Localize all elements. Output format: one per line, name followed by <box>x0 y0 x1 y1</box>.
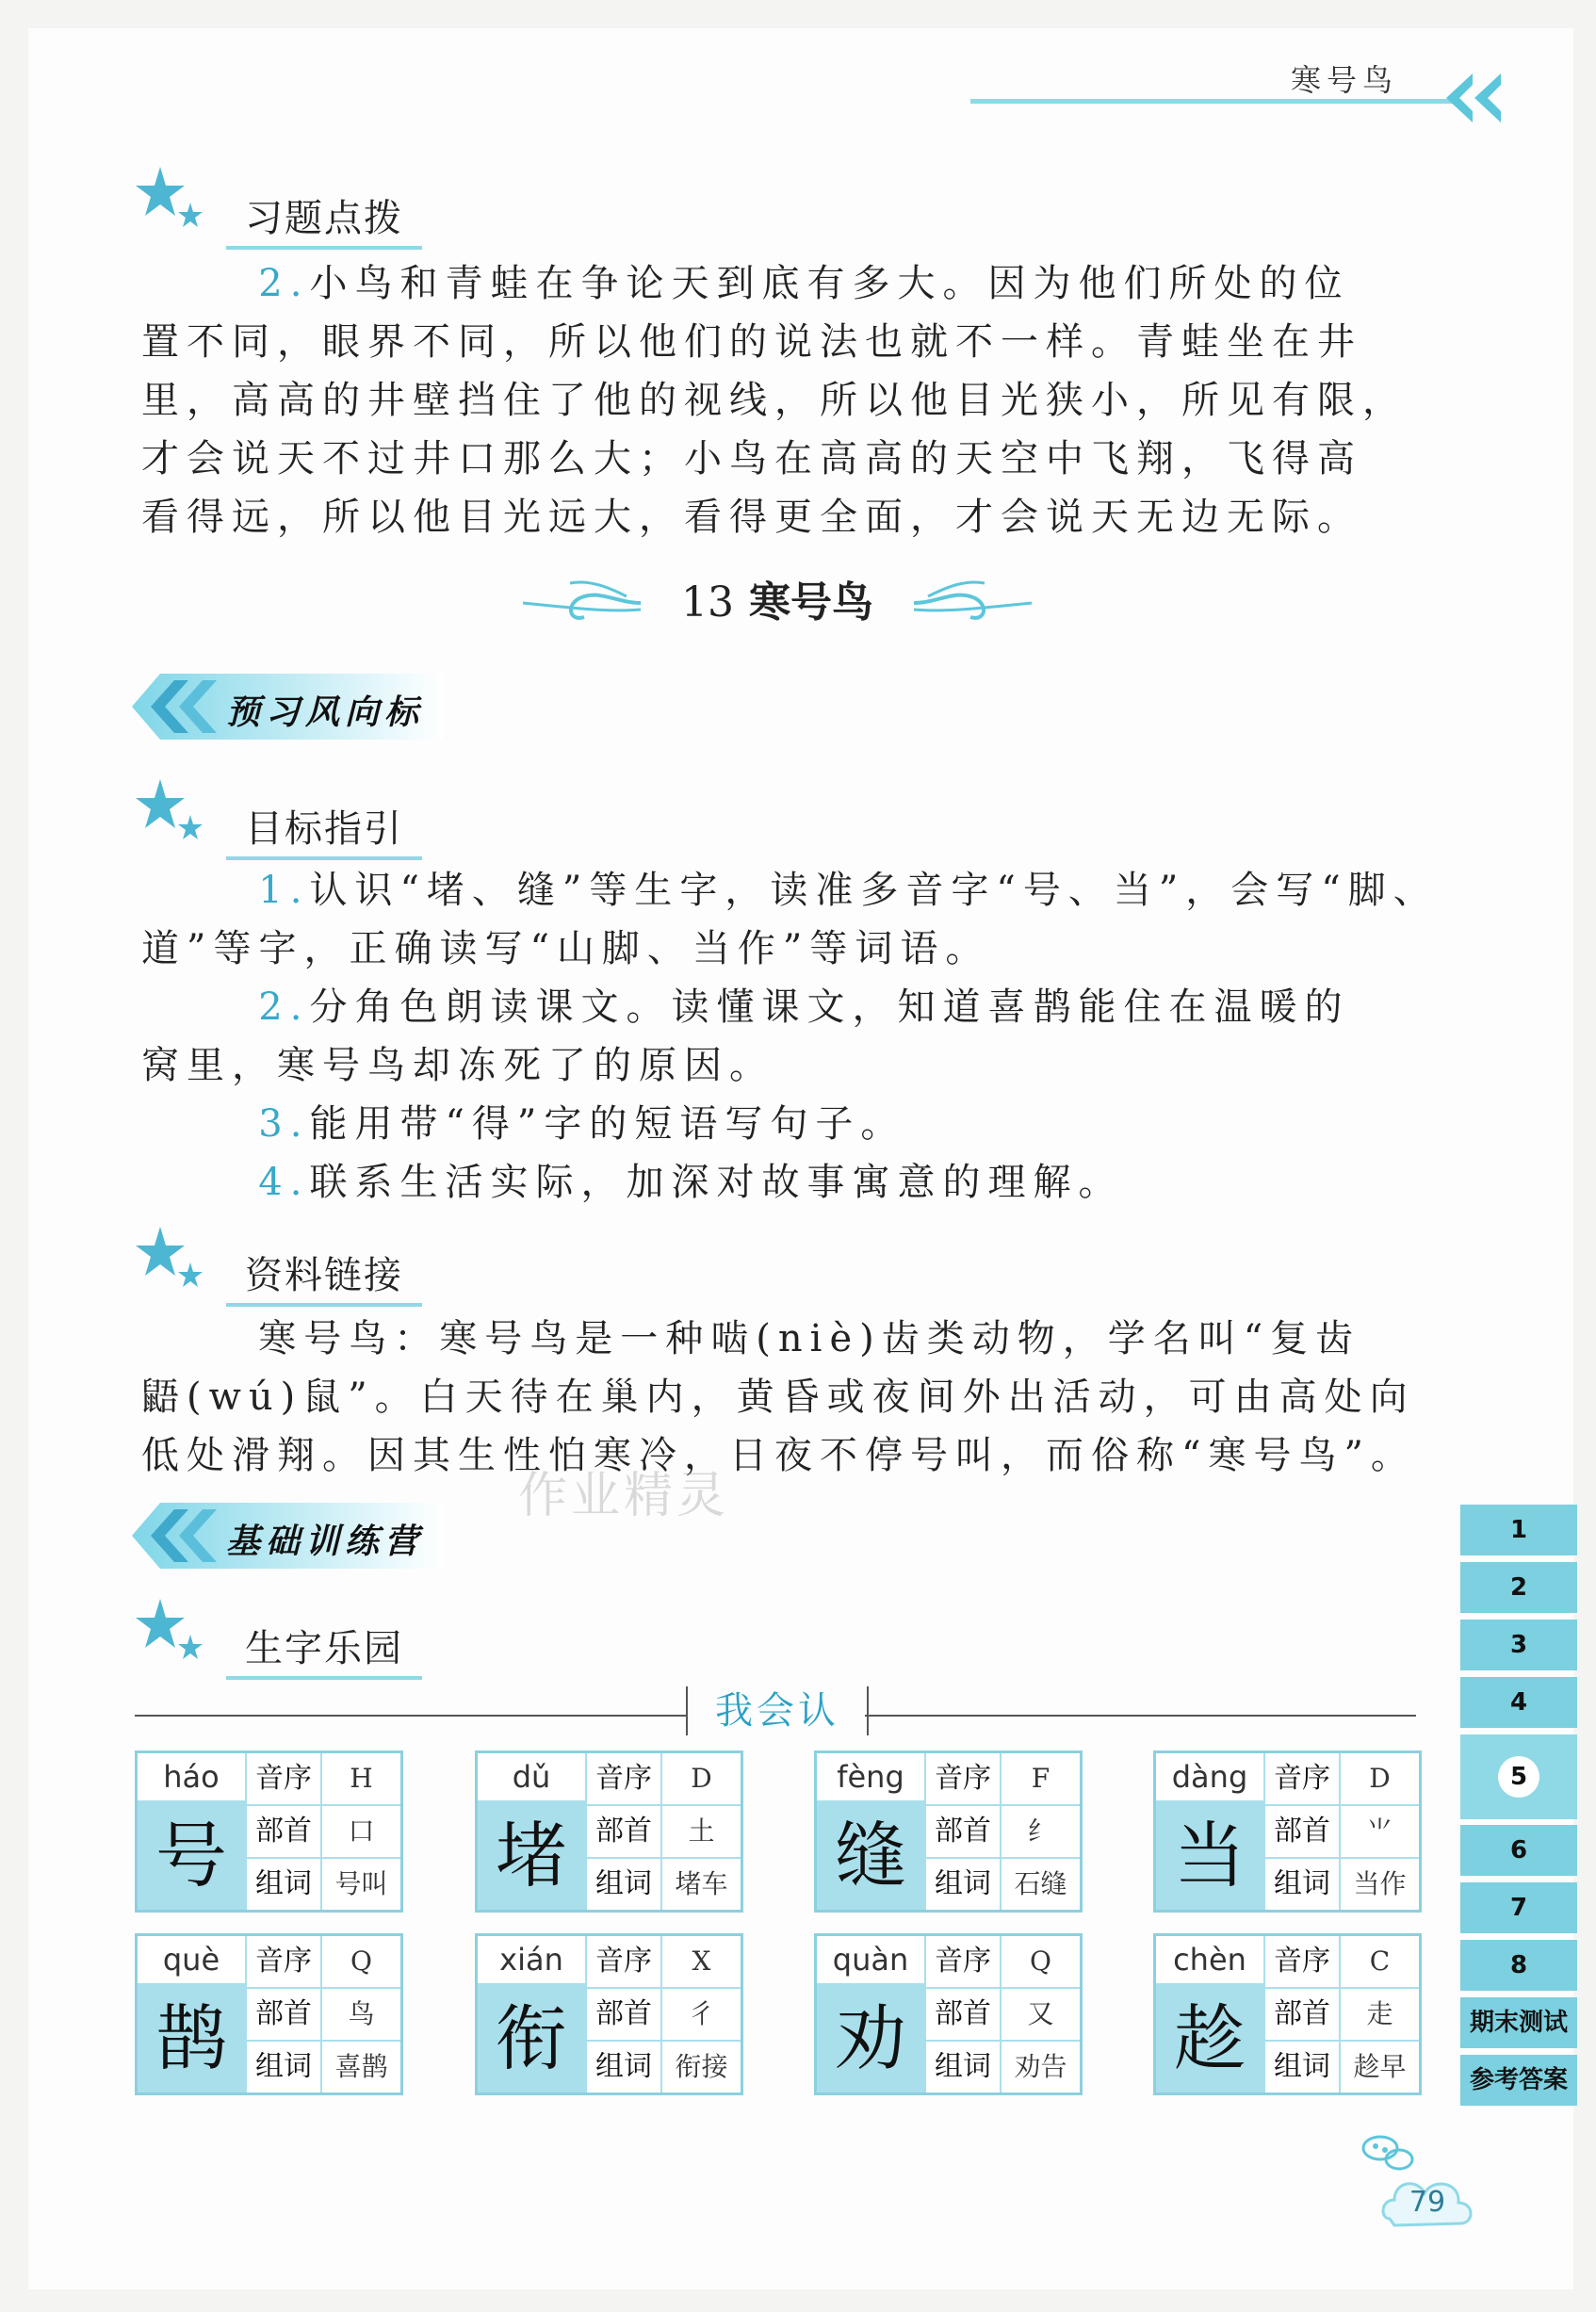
card-left <box>478 1753 585 1910</box>
stars-icon <box>132 165 207 240</box>
text-line: 分角色朗读课文。读懂课文，知道喜鹊能住在温暖的 <box>309 985 1350 1029</box>
tab-label: 5 <box>1498 1756 1539 1798</box>
card-left <box>817 1936 924 2092</box>
header-rule <box>970 99 1460 104</box>
bushou-value: 又 <box>1002 1989 1080 2040</box>
item-number: 4. <box>258 1161 310 1204</box>
text-line: 小鸟和青蛙在争论天到底有多大。因为他们所处的位 <box>309 262 1350 305</box>
stars-icon <box>132 1597 207 1672</box>
card-left <box>1156 1936 1263 2092</box>
bushou-value: 口 <box>322 1806 400 1857</box>
zuci-label: 组词 <box>587 1859 660 1910</box>
tab-6[interactable] <box>1460 1825 1577 1876</box>
bushou-label: 部首 <box>587 1806 660 1857</box>
text-line: 鼯(wú)鼠”。白天待在巢内，黄昏或夜间外出活动，可由高处向 <box>141 1376 1415 1419</box>
banner-label: 预习风向标 <box>226 693 425 732</box>
yinxu-label: 音序 <box>1265 1936 1339 1987</box>
pinyin: háo <box>138 1753 245 1800</box>
item-number: 2. <box>258 985 310 1029</box>
stars-icon <box>132 777 207 853</box>
bushou-value: 土 <box>662 1806 741 1857</box>
yinxu-value: C <box>1341 1936 1419 1987</box>
zuci-value: 喜鹊 <box>322 2042 400 2092</box>
card-info <box>587 1753 741 1910</box>
text-line: 看得远，所以他目光远大，看得更全面，才会说天无边无际。 <box>141 496 1362 539</box>
card-left <box>478 1936 585 2092</box>
bushou-label: 部首 <box>1265 1989 1339 2040</box>
section-banner <box>132 1498 443 1573</box>
character: 当 <box>1174 1814 1246 1897</box>
page-number: 79 <box>1409 2186 1446 2219</box>
bushou-label: 部首 <box>926 1989 1000 2040</box>
zuci-value: 趁早 <box>1341 2042 1419 2092</box>
tab-2[interactable] <box>1460 1562 1577 1613</box>
text-line: 窝里，寒号鸟却冻死了的原因。 <box>141 1044 774 1087</box>
bushou-label: 部首 <box>247 1806 320 1857</box>
lesson-number: 13 <box>681 578 734 627</box>
text-line: 低处滑翔。因其生性怕寒冷，日夜不停号叫，而俗称“寒号鸟”。 <box>141 1434 1416 1477</box>
section-title: 资料链接 <box>226 1246 422 1307</box>
bushou-value: 走 <box>1341 1989 1419 2040</box>
card-info <box>1265 1753 1419 1910</box>
tab-9[interactable] <box>1460 1997 1577 2048</box>
character: 鹊 <box>155 1996 227 2080</box>
tab-label: 期末测试 <box>1469 2009 1568 2037</box>
subsection-label: 我会认 <box>686 1686 869 1735</box>
item-number: 1. <box>258 869 310 912</box>
item-number: 2. <box>258 262 310 305</box>
character-card <box>1153 1750 1422 1913</box>
banner-label: 基础训练营 <box>226 1522 425 1561</box>
running-header: 寒号鸟 <box>1291 62 1399 98</box>
paragraph-1 <box>141 254 1408 546</box>
tab-label: 参考答案 <box>1469 2066 1568 2094</box>
zuci-value: 劝告 <box>1002 2042 1080 2092</box>
bushou-value: 纟 <box>1002 1806 1080 1857</box>
text-line: 能用带“得”字的短语写句子。 <box>309 1102 906 1146</box>
card-left <box>138 1936 245 2092</box>
character: 缝 <box>835 1814 906 1897</box>
text-line: 才会说天不过井口那么大；小鸟在高高的天空中飞翔，飞得高 <box>141 437 1362 480</box>
yinxu-label: 音序 <box>926 1936 1000 1987</box>
tab-label: 8 <box>1509 1951 1528 1979</box>
bushou-label: 部首 <box>587 1989 660 2040</box>
bushou-label: 部首 <box>926 1806 1000 1857</box>
card-left <box>138 1753 245 1910</box>
text-line: 联系生活实际，加深对故事寓意的理解。 <box>309 1161 1124 1204</box>
character-card <box>475 1750 743 1913</box>
yinxu-value: F <box>1002 1753 1080 1804</box>
section-title: 生字乐园 <box>226 1619 422 1680</box>
character-card <box>475 1933 743 2095</box>
card-left <box>817 1753 924 1910</box>
yinxu-value: Q <box>322 1936 400 1987</box>
tab-label: 4 <box>1509 1688 1528 1717</box>
tab-5[interactable] <box>1460 1734 1577 1819</box>
tab-3[interactable] <box>1460 1620 1577 1670</box>
yinxu-value: Q <box>1002 1936 1080 1987</box>
bushou-value: 鸟 <box>322 1989 400 2040</box>
card-info <box>1265 1936 1419 2092</box>
yinxu-label: 音序 <box>247 1936 320 1987</box>
card-left <box>1156 1753 1263 1910</box>
character: 号 <box>155 1814 227 1897</box>
yinxu-label: 音序 <box>926 1753 1000 1804</box>
tab-4[interactable] <box>1460 1677 1577 1728</box>
pinyin: quàn <box>817 1936 924 1983</box>
yinxu-value: H <box>322 1753 400 1804</box>
bushou-label: 部首 <box>247 1989 320 2040</box>
text-line: 里，高高的井壁挡住了他的视线，所以他目光狭小，所见有限， <box>141 379 1408 422</box>
pinyin: fèng <box>817 1753 924 1800</box>
goals-list <box>141 861 1439 1212</box>
divider-line <box>865 1715 1416 1717</box>
character: 堵 <box>496 1814 567 1897</box>
yinxu-value: D <box>662 1753 741 1804</box>
section-banner <box>132 669 443 744</box>
yinxu-label: 音序 <box>587 1936 660 1987</box>
character: 衔 <box>496 1996 567 2080</box>
text-line: 道”等字，正确读写“山脚、当作”等词语。 <box>141 927 991 970</box>
pinyin: chèn <box>1156 1936 1263 1983</box>
tab-label: 7 <box>1509 1894 1528 1922</box>
pinyin: què <box>138 1936 245 1983</box>
card-info <box>926 1753 1080 1910</box>
character-card <box>814 1750 1083 1913</box>
tab-label: 3 <box>1509 1631 1528 1659</box>
materials-text <box>141 1310 1416 1485</box>
character-card <box>135 1750 403 1913</box>
double-arrow-icon <box>1446 73 1503 122</box>
stars-icon <box>132 1225 207 1300</box>
zuci-value: 堵车 <box>662 1859 741 1910</box>
card-info <box>587 1936 741 2092</box>
zuci-value: 号叫 <box>322 1859 400 1910</box>
character-card <box>135 1933 403 2095</box>
tab-label: 2 <box>1509 1573 1528 1602</box>
zuci-value: 石缝 <box>1002 1859 1080 1910</box>
bushou-label: 部首 <box>1265 1806 1339 1857</box>
section-title: 习题点拨 <box>226 188 422 250</box>
right-ornament-icon <box>909 570 1041 636</box>
character-card <box>1153 1933 1422 2095</box>
text-line: 寒号鸟：寒号鸟是一种啮(niè)齿类动物，学名叫“复齿 <box>258 1317 1361 1360</box>
lesson-name: 寒号鸟 <box>749 578 873 627</box>
tab-10[interactable] <box>1460 2055 1577 2106</box>
zuci-label: 组词 <box>247 2042 320 2092</box>
character-card <box>814 1933 1083 2095</box>
character: 劝 <box>835 1996 906 2080</box>
card-info <box>247 1936 400 2092</box>
zuci-value: 当作 <box>1341 1859 1419 1910</box>
yinxu-label: 音序 <box>247 1753 320 1804</box>
tab-8[interactable] <box>1460 1940 1577 1991</box>
tab-label: 1 <box>1509 1516 1528 1544</box>
yinxu-label: 音序 <box>587 1753 660 1804</box>
card-info <box>926 1936 1080 2092</box>
bushou-value: 彳 <box>662 1989 741 2040</box>
zuci-value: 衔接 <box>662 2042 741 2092</box>
tab-7[interactable] <box>1460 1882 1577 1933</box>
yinxu-label: 音序 <box>1265 1753 1339 1804</box>
item-number: 3. <box>258 1102 310 1146</box>
text-line: 置不同，眼界不同，所以他们的说法也就不一样。青蛙坐在井 <box>141 320 1362 364</box>
tab-1[interactable] <box>1460 1505 1577 1555</box>
tab-label: 6 <box>1509 1836 1528 1864</box>
yinxu-value: D <box>1341 1753 1419 1804</box>
bushou-value: ⺌ <box>1341 1806 1419 1857</box>
zuci-label: 组词 <box>587 2042 660 2092</box>
zuci-label: 组词 <box>247 1859 320 1910</box>
card-info <box>247 1753 400 1910</box>
text-line: 认识“堵、缝”等生字，读准多音字“号、当”，会写“脚、 <box>309 869 1439 912</box>
pinyin: dǔ <box>478 1753 585 1800</box>
zuci-label: 组词 <box>926 2042 1000 2092</box>
watermark: 作业精灵 <box>518 1468 730 1524</box>
character: 趁 <box>1174 1996 1246 2080</box>
zuci-label: 组词 <box>1265 1859 1339 1910</box>
pinyin: dàng <box>1156 1753 1263 1800</box>
yinxu-value: X <box>662 1936 741 1987</box>
pinyin: xián <box>478 1936 585 1983</box>
divider-line <box>135 1715 686 1717</box>
subsection-divider <box>135 1686 1416 1743</box>
zuci-label: 组词 <box>926 1859 1000 1910</box>
section-title: 目标指引 <box>226 799 422 860</box>
zuci-label: 组词 <box>1265 2042 1339 2092</box>
